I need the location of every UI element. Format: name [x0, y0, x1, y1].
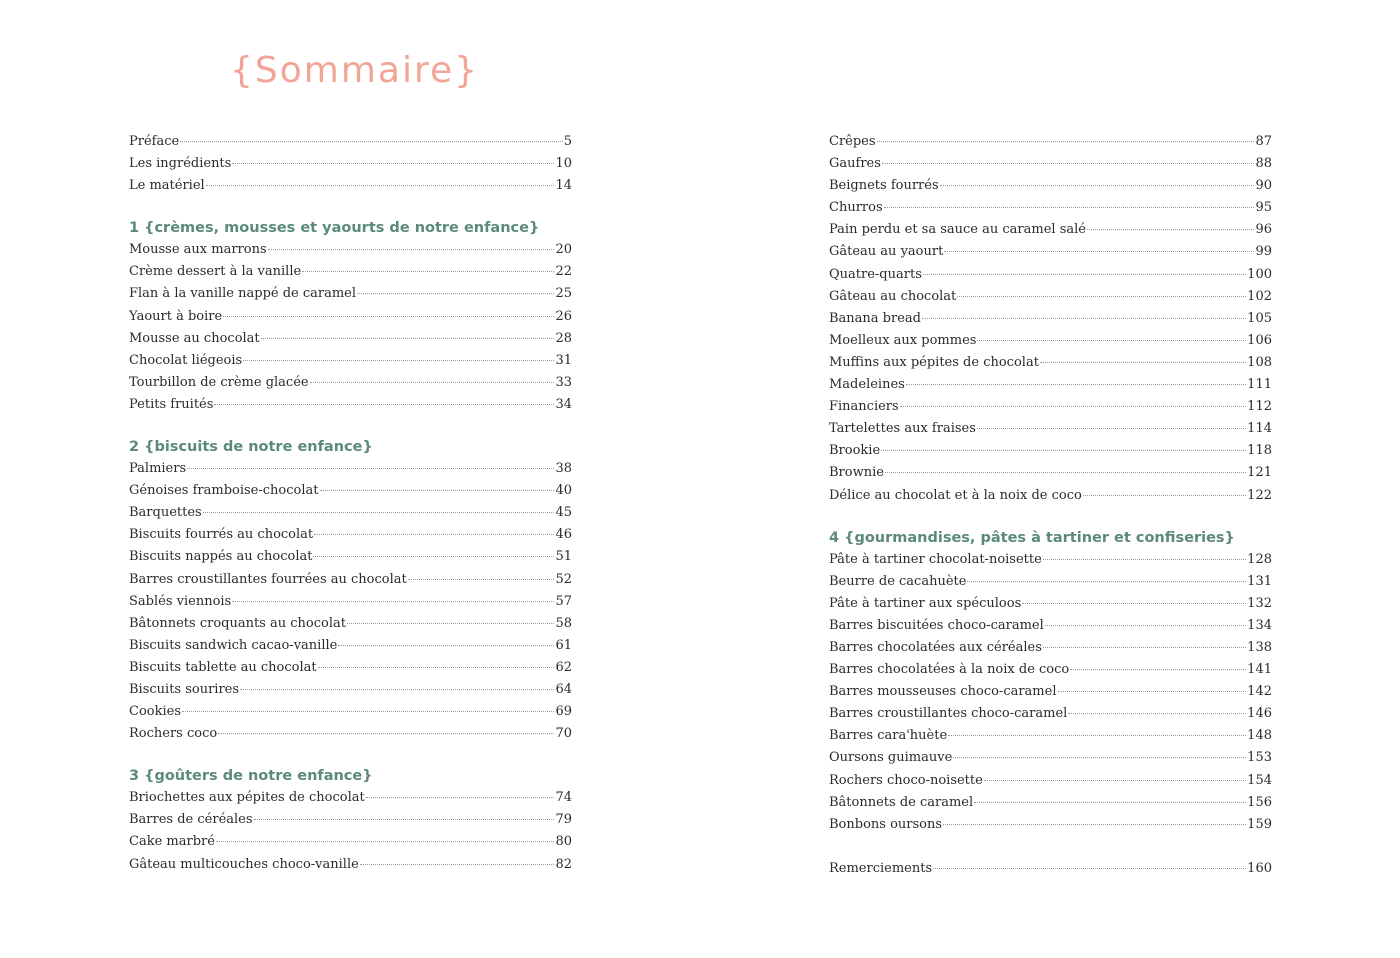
toc-entry[interactable]	[829, 684, 1272, 706]
toc-entry[interactable]	[829, 311, 1272, 333]
toc-page-number: 80	[555, 834, 572, 850]
dot-leader	[906, 384, 1246, 385]
dot-leader	[357, 293, 554, 294]
toc-entry-title: Le matériel	[129, 178, 205, 194]
dot-leader	[240, 689, 554, 690]
toc-entry-title: Mousse aux marrons	[129, 242, 267, 258]
dot-leader	[953, 757, 1246, 758]
dot-leader	[313, 556, 554, 557]
toc-entry[interactable]	[129, 309, 572, 331]
toc-entry[interactable]	[129, 286, 572, 308]
toc-entry-title: Muffins aux pépites de chocolat	[829, 354, 1039, 370]
dot-leader	[1043, 647, 1246, 648]
toc-entry[interactable]	[829, 267, 1272, 289]
toc-entry-title: Beurre de cacahuète	[829, 573, 967, 589]
toc-entry[interactable]	[829, 443, 1272, 465]
toc-entry[interactable]	[129, 834, 572, 856]
toc-entry-title: Gâteau multicouches choco-vanille	[129, 856, 359, 872]
toc-entry-title: Quatre-quarts	[829, 266, 922, 282]
toc-page-number: 121	[1247, 465, 1272, 481]
toc-entry[interactable]	[829, 399, 1272, 421]
toc-entry-title: Délice au chocolat et à la noix de coco	[829, 487, 1082, 503]
toc-entry[interactable]	[129, 461, 572, 483]
toc-entry-title: Rochers coco	[129, 726, 218, 742]
dot-leader	[203, 512, 555, 513]
toc-entry[interactable]	[129, 790, 572, 812]
toc-page-number: 61	[555, 637, 572, 653]
toc-entry-title: Barres mousseuses choco-caramel	[829, 684, 1057, 700]
toc-entry[interactable]	[829, 817, 1272, 839]
toc-entry[interactable]	[829, 377, 1272, 399]
toc-entry-title: Oursons guimauve	[829, 750, 953, 766]
toc-entry[interactable]	[829, 134, 1272, 156]
toc-entry[interactable]	[829, 640, 1272, 662]
toc-entry-title: Briochettes aux pépites de chocolat	[129, 790, 365, 806]
dot-leader	[1087, 229, 1254, 230]
dot-leader	[408, 579, 555, 580]
toc-entry-title: Flan à la vanille nappé de caramel	[129, 286, 357, 302]
toc-page-number: 154	[1247, 772, 1272, 788]
toc-page-number: 62	[555, 659, 572, 675]
toc-entry-title: Barres de céréales	[129, 812, 253, 828]
toc-entry-title: Gaufres	[829, 156, 881, 172]
toc-entry[interactable]	[829, 421, 1272, 443]
dot-leader	[318, 667, 555, 668]
dot-leader	[933, 868, 1246, 869]
toc-page-number: 95	[1255, 200, 1272, 216]
dot-leader	[984, 780, 1246, 781]
toc-page-number: 160	[1247, 860, 1272, 876]
toc-entry-title: Biscuits fourrés au chocolat	[129, 527, 314, 543]
dot-leader	[310, 382, 555, 383]
toc-entry[interactable]	[829, 465, 1272, 487]
toc-entry[interactable]	[829, 574, 1272, 596]
toc-page-number: 26	[555, 308, 572, 324]
toc-page-number: 100	[1247, 266, 1272, 282]
toc-entry-title: Biscuits nappés au chocolat	[129, 549, 313, 565]
toc-entry[interactable]	[129, 156, 572, 178]
toc-page-number: 90	[1255, 178, 1272, 194]
toc-page-number: 148	[1247, 728, 1272, 744]
toc-entry[interactable]	[829, 156, 1272, 178]
toc-page-number: 106	[1247, 332, 1272, 348]
toc-entry[interactable]	[829, 861, 1272, 883]
toc-entry[interactable]	[829, 795, 1272, 817]
toc-entry[interactable]	[829, 178, 1272, 200]
dot-leader	[877, 141, 1255, 142]
toc-page-number: 118	[1247, 443, 1272, 459]
dot-leader	[232, 601, 554, 602]
dot-leader	[232, 163, 554, 164]
toc-page-number: 14	[555, 178, 572, 194]
toc-page-number: 99	[1255, 244, 1272, 260]
toc-entry[interactable]	[129, 353, 572, 375]
section-heading: 1 {crèmes, mousses et yaourts de notre enfance}	[129, 220, 540, 237]
dot-leader	[218, 733, 554, 734]
toc-entry[interactable]	[829, 728, 1272, 750]
toc-page-number: 132	[1247, 595, 1272, 611]
toc-entry[interactable]	[829, 244, 1272, 266]
toc-entry-title: Biscuits sourires	[129, 681, 240, 697]
toc-right-column	[829, 134, 1272, 883]
toc-page-number: 96	[1255, 222, 1272, 238]
dot-leader	[882, 163, 1255, 164]
toc-page-number: 153	[1247, 750, 1272, 766]
dot-leader	[314, 534, 554, 535]
toc-entry[interactable]	[829, 355, 1272, 377]
toc-entry[interactable]	[129, 594, 572, 616]
section-heading: 4 {gourmandises, pâtes à tartiner et confiseries}	[829, 529, 1235, 546]
toc-entry-title: Pâte à tartiner aux spéculoos	[829, 595, 1022, 611]
dot-leader	[922, 318, 1246, 319]
toc-entry[interactable]	[129, 134, 572, 156]
toc-entry[interactable]	[829, 773, 1272, 795]
dot-leader	[180, 141, 563, 142]
dot-leader	[214, 404, 554, 405]
toc-entry[interactable]	[129, 857, 572, 879]
dot-leader	[977, 428, 1246, 429]
toc-page-number: 51	[555, 549, 572, 565]
toc-entry[interactable]	[129, 264, 572, 286]
toc-page-number: 28	[555, 330, 572, 346]
toc-page-number: 79	[555, 812, 572, 828]
toc-page-number: 22	[555, 264, 572, 280]
toc-page-number: 52	[555, 571, 572, 587]
toc-entry[interactable]	[129, 682, 572, 704]
toc-entry[interactable]	[829, 333, 1272, 355]
section-heading: 2 {biscuits de notre enfance}	[129, 439, 373, 456]
toc-entry-title: Mousse au chocolat	[129, 330, 260, 346]
toc-page-number: 131	[1247, 573, 1272, 589]
toc-entry-title: Moelleux aux pommes	[829, 332, 977, 348]
toc-entry[interactable]	[829, 618, 1272, 640]
toc-page-number: 46	[555, 527, 572, 543]
toc-entry-title: Chocolat liégeois	[129, 352, 243, 368]
dot-leader	[944, 251, 1254, 252]
dot-leader	[347, 623, 554, 624]
dot-leader	[884, 207, 1255, 208]
toc-entry[interactable]	[829, 289, 1272, 311]
toc-entry[interactable]	[129, 549, 572, 571]
toc-entry-title: Cake marbré	[129, 834, 215, 850]
toc-page-number: 69	[555, 704, 572, 720]
toc-entry-title: Génoises framboise-chocolat	[129, 483, 319, 499]
toc-page-number: 111	[1247, 377, 1272, 393]
toc-entry[interactable]	[129, 505, 572, 527]
toc-page-number: 31	[555, 352, 572, 368]
dot-leader	[302, 271, 554, 272]
toc-entry-title: Gâteau au yaourt	[829, 244, 944, 260]
toc-entry-title: Cookies	[129, 704, 181, 720]
toc-entry[interactable]	[129, 812, 572, 834]
section-heading: 3 {goûters de notre enfance}	[129, 768, 373, 785]
toc-entry-title: Préface	[129, 134, 180, 149]
dot-leader	[1083, 495, 1246, 496]
toc-page-number: 88	[1255, 156, 1272, 172]
dot-leader	[1022, 603, 1246, 604]
dot-leader	[223, 316, 554, 317]
toc-page-number: 141	[1247, 662, 1272, 678]
dot-leader	[881, 450, 1246, 451]
toc-entry-title: Tartelettes aux fraises	[829, 421, 976, 437]
toc-entry[interactable]	[129, 242, 572, 264]
toc-entry[interactable]	[129, 616, 572, 638]
toc-page-number: 156	[1247, 794, 1272, 810]
dot-leader	[360, 864, 555, 865]
toc-entry[interactable]	[829, 222, 1272, 244]
toc-entry-title: Brownie	[829, 465, 884, 481]
dot-leader	[967, 581, 1246, 582]
toc-page-number: 38	[555, 461, 572, 477]
toc-entry[interactable]	[829, 750, 1272, 772]
toc-entry-title: Barquettes	[129, 505, 202, 521]
dot-leader	[940, 185, 1255, 186]
dot-leader	[254, 819, 555, 820]
toc-page-number: 20	[555, 242, 572, 258]
toc-entry-title: Bâtonnets de caramel	[829, 794, 974, 810]
toc-page-number: 102	[1247, 288, 1272, 304]
toc-entry-title: Biscuits sandwich cacao-vanille	[129, 637, 338, 653]
toc-entry[interactable]	[129, 638, 572, 660]
toc-entry-title: Remerciements	[829, 860, 933, 876]
toc-page-number: 122	[1247, 487, 1272, 503]
toc-entry-title: Bâtonnets croquants au chocolat	[129, 615, 346, 631]
toc-entry-title: Yaourt à boire	[129, 308, 223, 324]
toc-entry[interactable]	[129, 331, 572, 353]
toc-page-number: 159	[1247, 816, 1272, 832]
dot-leader	[885, 472, 1246, 473]
dot-leader	[243, 360, 554, 361]
dot-leader	[957, 296, 1246, 297]
toc-entry[interactable]	[129, 397, 572, 419]
toc-page-number: 64	[555, 681, 572, 697]
toc-entry-title: Crêpes	[829, 134, 876, 149]
toc-page-number: 142	[1247, 684, 1272, 700]
dot-leader	[948, 735, 1246, 736]
toc-page-number: 138	[1247, 639, 1272, 655]
dot-leader	[216, 841, 555, 842]
toc-left-column	[129, 134, 572, 879]
toc-entry[interactable]	[129, 375, 572, 397]
toc-entry-title: Brookie	[829, 443, 881, 459]
dot-leader	[1040, 362, 1246, 363]
toc-entry-title: Petits fruités	[129, 396, 214, 412]
toc-page-number: 128	[1247, 551, 1272, 567]
toc-entry[interactable]	[129, 483, 572, 505]
toc-entry[interactable]	[129, 660, 572, 682]
dot-leader	[923, 274, 1246, 275]
dot-leader	[943, 824, 1246, 825]
toc-entry[interactable]	[129, 704, 572, 726]
dot-leader	[1068, 713, 1246, 714]
toc-entry-title: Barres croustillantes fourrées au chocolat	[129, 571, 407, 587]
toc-entry[interactable]	[829, 596, 1272, 618]
dot-leader	[187, 468, 554, 469]
toc-page-number: 34	[555, 396, 572, 412]
toc-page-number: 134	[1247, 617, 1272, 633]
toc-page-number: 82	[555, 856, 572, 872]
toc-entry-title: Madeleines	[829, 377, 905, 393]
toc-entry-title: Banana bread	[829, 310, 921, 326]
toc-entry-title: Barres croustillantes choco-caramel	[829, 706, 1068, 722]
dot-leader	[1045, 625, 1246, 626]
dot-leader	[900, 406, 1246, 407]
toc-entry[interactable]	[829, 706, 1272, 728]
dot-leader	[1043, 559, 1246, 560]
dot-leader	[261, 338, 555, 339]
toc-entry-title: Les ingrédients	[129, 156, 232, 172]
toc-page-number: 114	[1247, 421, 1272, 437]
toc-entry-title: Gâteau au chocolat	[829, 288, 957, 304]
toc-entry-title: Tourbillon de crème glacée	[129, 374, 309, 390]
toc-entry[interactable]	[829, 662, 1272, 684]
toc-entry-title: Churros	[829, 200, 883, 216]
toc-page-number: 58	[555, 615, 572, 631]
toc-entry-title: Bonbons oursons	[829, 816, 943, 832]
toc-entry-title: Barres chocolatées à la noix de coco	[829, 662, 1070, 678]
toc-page-number: 87	[1255, 134, 1272, 149]
toc-page-number: 45	[555, 505, 572, 521]
toc-entry-title: Crème dessert à la vanille	[129, 264, 302, 280]
toc-entry[interactable]	[129, 527, 572, 549]
toc-page-number: 70	[555, 726, 572, 742]
dot-leader	[977, 340, 1246, 341]
toc-entry[interactable]	[129, 726, 572, 748]
toc-entry-title: Barres chocolatées aux céréales	[829, 639, 1042, 655]
dot-leader	[206, 185, 555, 186]
spacer	[829, 839, 1272, 861]
toc-entry-title: Palmiers	[129, 461, 187, 477]
dot-leader	[268, 249, 555, 250]
toc-page-number: 10	[555, 156, 572, 172]
dot-leader	[338, 645, 554, 646]
page-title: {Sommaire}	[230, 50, 480, 91]
toc-page-number: 5	[563, 134, 572, 149]
toc-page-number: 57	[555, 593, 572, 609]
dot-leader	[1058, 691, 1247, 692]
toc-entry[interactable]	[829, 488, 1272, 510]
toc-entry[interactable]	[129, 572, 572, 594]
toc-entry-title: Barres cara'huète	[829, 728, 948, 744]
toc-entry-title: Beignets fourrés	[829, 178, 939, 194]
toc-page-number: 105	[1247, 310, 1272, 326]
toc-page-number: 40	[555, 483, 572, 499]
toc-entry-title: Barres biscuitées choco-caramel	[829, 617, 1044, 633]
dot-leader	[182, 711, 554, 712]
toc-entry-title: Pain perdu et sa sauce au caramel salé	[829, 222, 1086, 238]
toc-entry-title: Financiers	[829, 399, 899, 415]
toc-page-number: 112	[1247, 399, 1272, 415]
toc-entry[interactable]	[829, 200, 1272, 222]
toc-entry-title: Rochers choco-noisette	[829, 772, 983, 788]
toc-page-number: 33	[555, 374, 572, 390]
toc-entry-title: Biscuits tablette au chocolat	[129, 659, 317, 675]
toc-entry[interactable]	[829, 552, 1272, 574]
toc-entry[interactable]	[129, 178, 572, 200]
toc-entry-title: Pâte à tartiner chocolat-noisette	[829, 551, 1042, 567]
toc-page-number: 74	[555, 790, 572, 806]
dot-leader	[1070, 669, 1246, 670]
toc-page-number: 25	[555, 286, 572, 302]
toc-entry-title: Sablés viennois	[129, 593, 232, 609]
dot-leader	[974, 802, 1246, 803]
toc-page-number: 108	[1247, 354, 1272, 370]
dot-leader	[320, 490, 555, 491]
toc-page-number: 146	[1247, 706, 1272, 722]
dot-leader	[366, 797, 555, 798]
